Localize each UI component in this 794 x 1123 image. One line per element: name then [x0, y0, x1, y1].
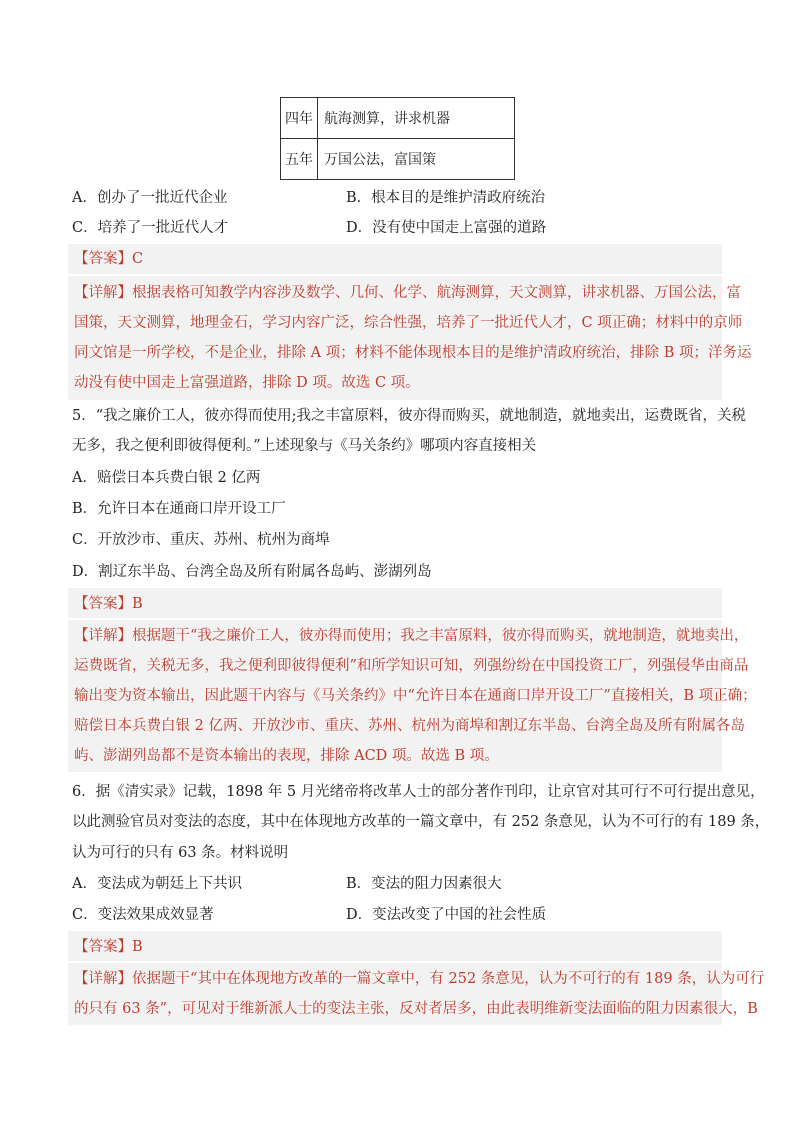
q5-answer	[74, 594, 143, 614]
q5-explanation-line: 【详解】根据题干“我之廉价工人，彼亦得而使用；我之丰富原料，彼亦得而购买，就地制造，就地卖出，	[74, 628, 749, 644]
explanation-tag: 【详解】	[74, 285, 132, 301]
explanation-tag: 【详解】	[74, 971, 132, 987]
table-cell-content: 万国公法，富国策	[318, 139, 515, 180]
q6-explanation-line: 【详解】依据题干“其中在体现地方改革的一篇文章中，有 252 条意见，认为不可行的有 189 条，认为可行	[74, 971, 765, 987]
answer-tag: 【答案】	[74, 939, 132, 955]
q5-explanation-line: 屿、澎湖列岛都不是资本输出的表现，排除 ACD 项。故选 B 项。	[74, 748, 499, 764]
q4-option-b: B．根本目的是维护清政府统治	[346, 190, 546, 206]
q4-option-a: A．创办了一批近代企业	[72, 190, 228, 206]
q6-option-b: B．变法的阻力因素很大	[346, 876, 502, 892]
answer-value: B	[132, 939, 143, 955]
table-row	[281, 98, 515, 139]
q4-explanation-line: 动没有使中国走上富强道路，排除 D 项。故选 C 项。	[74, 375, 420, 391]
table-cell-content: 航海测算，讲求机器	[318, 98, 515, 139]
q6-explanation-line: 的只有 63 条”，可见对于维新派人士的变法主张，反对者居多，由此表明维新变法面临的阻力因素很大，B	[74, 1001, 758, 1017]
q4-option-d: D．没有使中国走上富强的道路	[346, 220, 547, 236]
explanation-tag: 【详解】	[74, 628, 132, 644]
q4-option-c: C．培养了一批近代人才	[72, 220, 229, 236]
q5-stem-line: 5．“我之廉价工人，彼亦得而使用;我之丰富原料，彼亦得而购买，就地制造，就地卖出，运费既省，关税	[72, 408, 747, 424]
q4-explanation-line: 国策，天文测算，地理金石，学习内容广泛，综合性强，培养了一批近代人才，C 项正确；材料中的京师	[74, 315, 743, 331]
table-cell-year: 五年	[281, 139, 318, 180]
q6-answer	[74, 937, 143, 957]
q5-option-c: C．开放沙市、重庆、苏州、杭州为商埠	[72, 532, 330, 548]
answer-tag: 【答案】	[74, 596, 132, 612]
q6-stem-line: 认为可行的只有 63 条。材料说明	[72, 845, 289, 861]
q6-stem-line: 以此测验官员对变法的态度，其中在体现地方改革的一篇文章中，有 252 条意见，认为不可行的有 189 条，	[72, 814, 770, 830]
answer-value: C	[132, 251, 144, 267]
q6-stem-line: 6．据《清实录》记载，1898 年 5 月光绪帝将改革人士的部分著作刊印，让京官对其可行不可行提出意见，	[72, 784, 765, 800]
q6-answer-box	[68, 931, 722, 961]
q5-option-a: A．赔偿日本兵费白银 2 亿两	[72, 470, 261, 486]
q5-option-b: B．允许日本在通商口岸开设工厂	[72, 501, 286, 517]
q5-explanation-box	[68, 620, 757, 772]
q5-stem-line: 无多，我之便利即彼得便利。”上述现象与《马关条约》哪项内容直接相关	[72, 438, 537, 454]
q6-option-a: A．变法成为朝廷上下共识	[72, 876, 242, 892]
q6-option-c: C．变法效果成效显著	[72, 907, 214, 923]
q4-explanation-line: 【详解】根据表格可知教学内容涉及数学、几何、化学、航海测算，天文测算，讲求机器、万国公法，富	[74, 285, 741, 301]
q5-explanation-line: 赔偿日本兵费白银 2 亿两、开放沙市、重庆、苏州、杭州为商埠和割辽东半岛、台湾全岛及所有附属各岛	[74, 718, 745, 734]
q5-explanation-line: 运费既省，关税无多，我之便利即彼得便利”和所学知识可知，列强纷纷在中国投资工厂，列强侵华由商品	[74, 658, 749, 674]
q4-answer-box	[68, 244, 722, 274]
q4-explanation-box	[68, 276, 752, 400]
q5-option-d: D．割辽东半岛、台湾全岛及所有附属各岛屿、澎湖列岛	[72, 564, 432, 580]
q5-answer-box	[68, 588, 722, 618]
table-cell-year: 四年	[281, 98, 318, 139]
table-row	[281, 139, 515, 180]
answer-tag: 【答案】	[74, 251, 132, 267]
q4-answer	[74, 249, 143, 269]
course-table	[280, 97, 515, 180]
q5-explanation-line: 输出变为资本输出，因此题干内容与《马关条约》中“允许日本在通商口岸开设工厂”直接相关，B 项正确；	[74, 688, 757, 704]
q6-explanation-box	[68, 963, 765, 1025]
q6-option-d: D．变法改变了中国的社会性质	[346, 907, 547, 923]
q4-explanation-line: 同文馆是一所学校，不是企业，排除 A 项；材料不能体现根本目的是维护清政府统治，排除 B 项；洋务运	[74, 345, 752, 361]
answer-value: B	[132, 596, 143, 612]
